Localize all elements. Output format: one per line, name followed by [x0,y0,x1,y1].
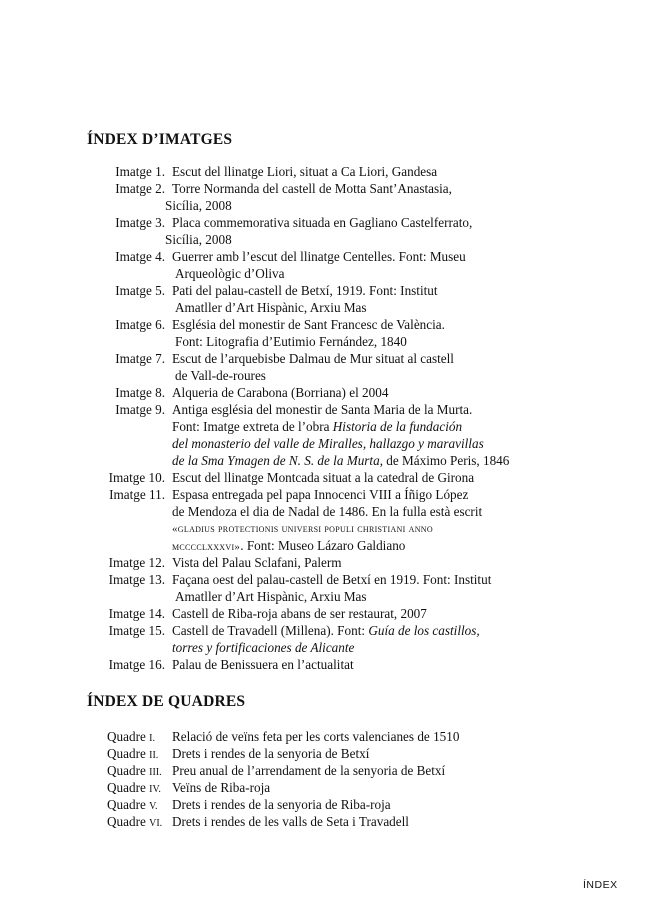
item-label: Imatge 6. [115,317,165,332]
item-text: Espasa entregada pel papa Innocenci VIII a Íñigo López [172,487,469,502]
item-label: Imatge 13. [108,572,165,587]
item-label [107,763,162,781]
item-text: Veïns de Riba-roja [172,780,271,795]
list-item-continuation [0,266,650,282]
book-title: del monasterio del valle de Miralles, hallazgo y maravillas [172,436,484,451]
item-label [107,746,158,764]
item-label: Imatge 15. [108,623,165,638]
quadre-number: IV. [149,784,161,795]
source-prefix: Font: Imatge extreta de l’obra [172,419,333,434]
item-label: Imatge 16. [108,657,165,672]
quadre-number: VI. [149,818,163,829]
quadre-number: V. [149,801,158,812]
item-text: Drets i rendes de la senyoria de Riba-roja [172,797,391,812]
list-item [0,729,650,745]
item-label: Imatge 12. [108,555,165,570]
item-text: Escut de l’arquebisbe Dalmau de Mur situat al castell [172,351,454,366]
item-text [172,453,509,469]
list-item [0,164,650,180]
tables-index-heading: ÍNDEX DE QUADRES [87,693,246,710]
list-item [0,317,650,333]
item-text: Sicília, 2008 [165,232,232,247]
book-title: torres y fortificaciones de Alicante [172,640,355,655]
running-head: ÍNDEX [583,879,618,891]
item-label: Imatge 14. [108,606,165,621]
list-item [0,572,650,588]
list-item [0,470,650,486]
list-item [0,763,650,779]
item-text: Drets i rendes de la senyoria de Betxí [172,746,370,761]
list-item [0,555,650,571]
item-text [172,538,405,555]
images-index-heading: ÍNDEX D’IMATGES [87,131,233,148]
book-title: Guía de los castillos, [368,623,480,638]
item-text: Amatller d’Art Hispànic, Arxiu Mas [175,300,367,315]
list-item [0,181,650,197]
list-item [0,385,650,401]
item-label: Imatge 7. [115,351,165,366]
item-text: Amatller d’Art Hispànic, Arxiu Mas [175,589,367,604]
item-label: Imatge 2. [115,181,165,196]
quadre-number: II. [149,750,159,761]
quadre-word: Quadre [107,746,146,761]
source-suffix: , de Máximo Peris, 1846 [379,453,510,468]
book-title: Historia de la fundación [332,419,463,434]
list-item [0,351,650,367]
list-item [0,746,650,762]
list-item-continuation [0,453,650,469]
list-item-continuation [0,198,650,214]
item-label: Imatge 1. [115,164,165,179]
list-item-continuation [0,368,650,384]
item-text: de Mendoza el dia de Nadal de 1486. En la fulla està escrit [172,504,483,519]
list-item [0,814,650,830]
quadre-word: Quadre [107,797,146,812]
quadre-word: Quadre [107,763,146,778]
item-text: Pati del palau-castell de Betxí, 1919. Font: Institut [172,283,438,298]
inscription-text: «gladius protectionis universi populi christiani anno [172,523,433,535]
item-text: Placa commemorativa situada en Gagliano Castelferrato, [172,215,473,230]
item-text: de Vall-de-roures [175,368,266,383]
item-text: Vista del Palau Sclafani, Palerm [172,555,342,570]
source-suffix: . Font: Museo Lázaro Galdiano [240,538,406,553]
item-text: Palau de Benissuera en l’actualitat [172,657,354,672]
source-prefix: Castell de Travadell (Millena). Font: [172,623,369,638]
list-item [0,283,650,299]
list-item-continuation [0,419,650,435]
list-item [0,623,650,639]
book-title: de la Sma Ymagen de N. S. de la Murta [172,453,380,468]
item-label [107,780,161,798]
list-item-continuation [0,300,650,316]
item-text: Drets i rendes de les valls de Seta i Travadell [172,814,409,829]
item-label: Imatge 3. [115,215,165,230]
item-text [172,623,480,639]
item-text: Font: Litografia d’Eutimio Fernández, 1840 [175,334,407,349]
list-item-continuation [0,436,650,452]
item-text: Antiga església del monestir de Santa Maria de la Murta. [172,402,473,417]
item-label: Imatge 11. [109,487,165,502]
item-text: Façana oest del palau-castell de Betxí en 1919. Font: Institut [172,572,492,587]
item-text: Escut del llinatge Liori, situat a Ca Liori, Gandesa [172,164,438,179]
list-item [0,487,650,503]
item-label: Imatge 4. [115,249,165,264]
item-text: Església del monestir de Sant Francesc de València. [172,317,445,332]
list-item-continuation [0,334,650,350]
item-label: Imatge 10. [108,470,165,485]
list-item [0,797,650,813]
item-text: Preu anual de l’arrendament de la senyoria de Betxí [172,763,446,778]
list-item-continuation [0,589,650,605]
item-label [107,797,158,815]
list-item [0,402,650,418]
item-text: Guerrer amb l’escut del llinatge Centelles. Font: Museu [172,249,466,264]
item-text: Alqueria de Carabona (Borriana) el 2004 [172,385,389,400]
quadre-number: I. [149,733,155,744]
item-text: Escut del llinatge Montcada situat a la catedral de Girona [172,470,475,485]
list-item [0,215,650,231]
quadre-number: III. [149,767,162,778]
list-item-continuation [0,521,650,537]
item-label [107,729,155,747]
quadre-word: Quadre [107,780,146,795]
inscription-text: mcccclxxxvi» [172,541,241,553]
quadre-word: Quadre [107,814,146,829]
list-item [0,606,650,622]
list-item [0,249,650,265]
list-item [0,780,650,796]
quadre-word: Quadre [107,729,146,744]
list-item-continuation [0,504,650,520]
item-text: Torre Normanda del castell de Motta Sant’Anastasia, [172,181,452,196]
list-item-continuation [0,640,650,656]
item-label: Imatge 9. [115,402,165,417]
list-item-continuation [0,538,650,554]
item-text [172,419,462,435]
list-item-continuation [0,232,650,248]
item-text: Arqueològic d’Oliva [175,266,285,281]
item-text: Relació de veïns feta per les corts valencianes de 1510 [172,729,460,744]
item-label [107,814,162,832]
item-label: Imatge 8. [115,385,165,400]
item-label: Imatge 5. [115,283,165,298]
item-text: Sicília, 2008 [165,198,232,213]
item-text: Castell de Riba-roja abans de ser restaurat, 2007 [172,606,427,621]
list-item [0,657,650,673]
